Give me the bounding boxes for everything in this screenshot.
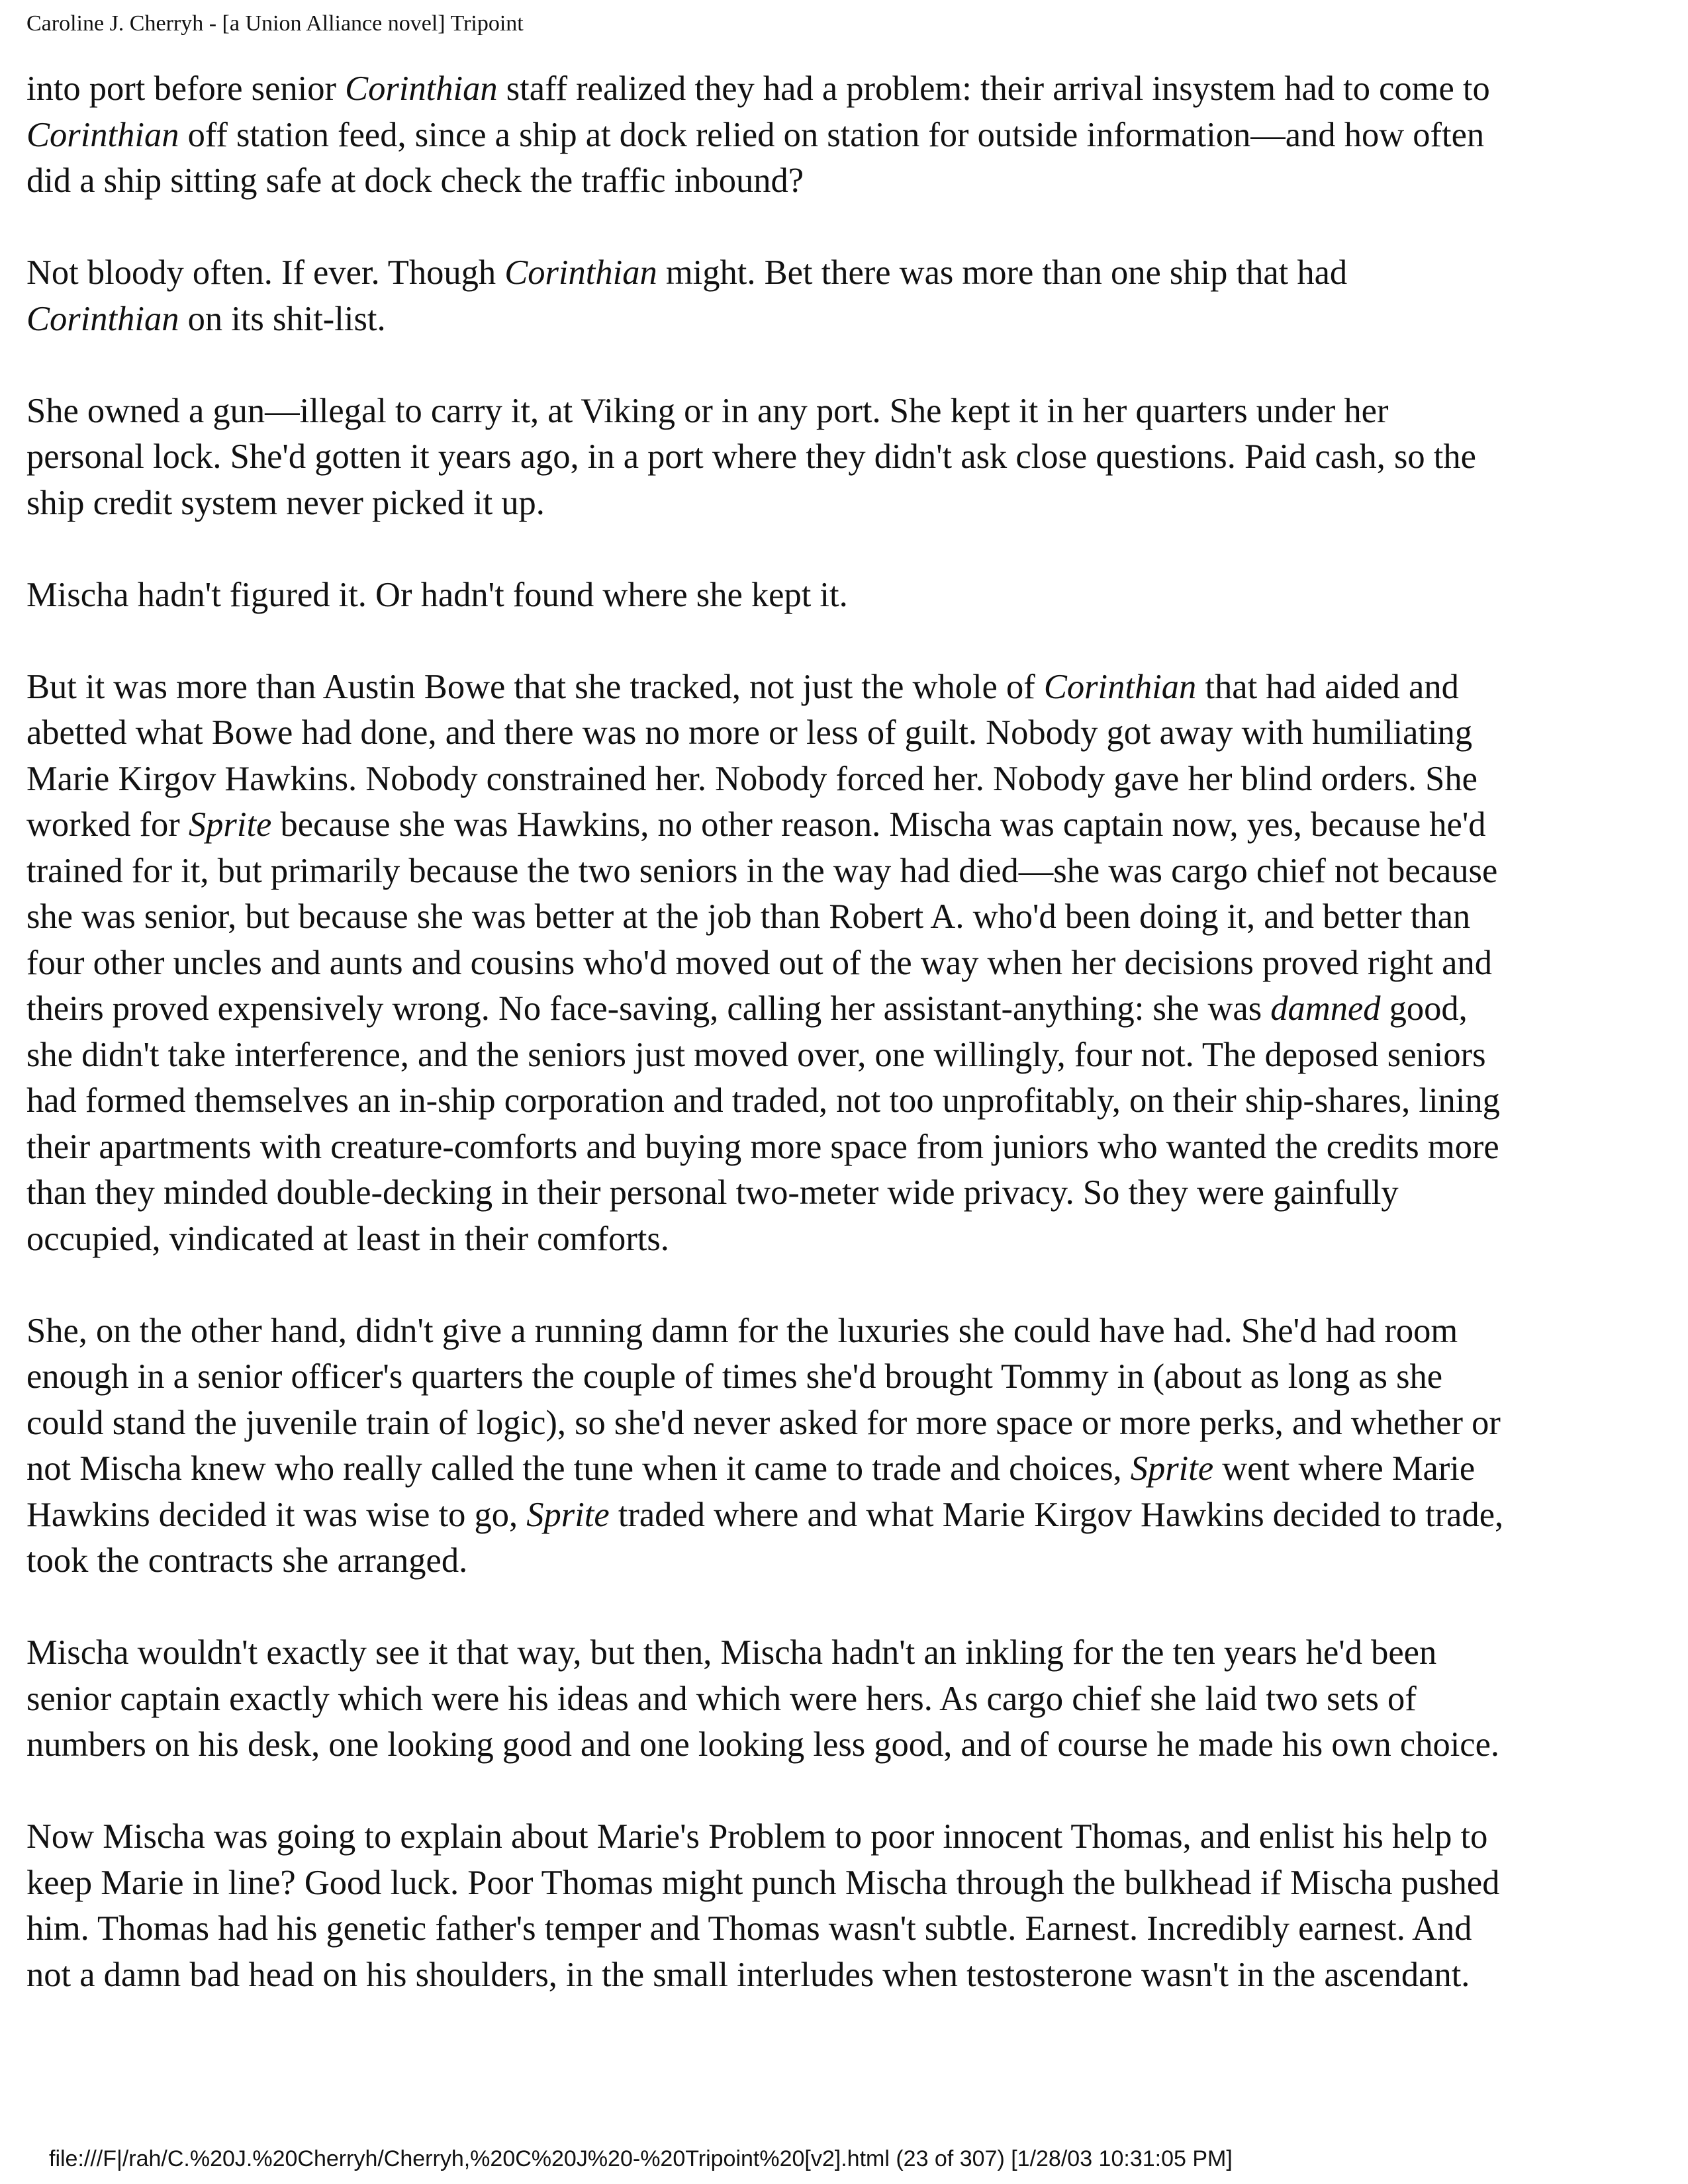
text-run: Not bloody often. If ever. Though: [26, 253, 505, 292]
text-run: Mischa hadn't figured it. Or hadn't found where she kept it.: [26, 575, 848, 614]
text-run: Now Mischa was going to explain about Marie's Problem to poor innocent Thomas, and enlist his help to: [26, 1817, 1488, 1856]
paragraph: [26, 388, 1668, 527]
text-run: occupied, vindicated at least in their comforts.: [26, 1219, 669, 1258]
text-run: personal lock. She'd gotten it years ago, in a port where they didn't ask close questions. Paid cash, so the: [26, 437, 1476, 476]
text-line: [26, 710, 1668, 756]
text-run: senior captain exactly which were his ideas and which were hers. As cargo chief she laid two sets of: [26, 1679, 1417, 1718]
text-line: [26, 1952, 1668, 1999]
text-run: not Mischa knew who really called the tune when it came to trade and choices,: [26, 1449, 1131, 1488]
text-line: [26, 434, 1668, 480]
text-line: [26, 1722, 1668, 1768]
text-line: [26, 1216, 1668, 1263]
text-run: abetted what Bowe had done, and there was no more or less of guilt. Nobody got away with humiliating: [26, 713, 1473, 752]
text-line: [26, 1400, 1668, 1447]
italic-text: Sprite: [188, 805, 272, 844]
text-run: theirs proved expensively wrong. No face-saving, calling her assistant-anything: she was: [26, 989, 1271, 1028]
text-line: [26, 802, 1668, 848]
text-run: good,: [1380, 989, 1468, 1028]
text-run: enough in a senior officer's quarters the couple of times she'd brought Tommy in (about as long as she: [26, 1357, 1443, 1396]
text-run: staff realized they had a problem: their arrival insystem had to come to: [497, 69, 1490, 108]
italic-text: Corinthian: [26, 115, 179, 154]
text-run: she was senior, but because she was better at the job than Robert A. who'd been doing it, and better than: [26, 897, 1471, 936]
text-line: [26, 1446, 1668, 1492]
text-line: [26, 1906, 1668, 1952]
italic-text: Sprite: [526, 1495, 610, 1534]
text-line: [26, 480, 1668, 527]
text-run: Mischa wouldn't exactly see it that way, but then, Mischa hadn't an inkling for the ten years he'd been: [26, 1633, 1437, 1672]
page-footer-url: file:///F|/rah/C.%20J.%20Cherryh/Cherryh,%20C%20J%20-%20Tripoint%20[v2].html (23 of 307) [1/28/03 10:31:05 PM]: [49, 2146, 1233, 2171]
text-line: [26, 250, 1668, 296]
paragraph: [26, 1814, 1668, 1998]
paragraph: [26, 66, 1668, 205]
text-run: worked for: [26, 805, 189, 844]
italic-text: Corinthian: [504, 253, 657, 292]
text-line: [26, 1078, 1668, 1124]
text-line: [26, 1170, 1668, 1216]
text-run: trained for it, but primarily because the two seniors in the way had died—she was cargo chief not because: [26, 851, 1498, 890]
text-line: [26, 1860, 1668, 1907]
document-body: [26, 66, 1668, 1998]
text-run: went where Marie: [1213, 1449, 1476, 1488]
text-run: four other uncles and aunts and cousins who'd moved out of the way when her decisions proved right and: [26, 943, 1492, 982]
text-run: numbers on his desk, one looking good and one looking less good, and of course he made his own choice.: [26, 1725, 1500, 1764]
text-run: did a ship sitting safe at dock check the traffic inbound?: [26, 161, 804, 200]
text-line: [26, 1538, 1668, 1584]
text-run: ship credit system never picked it up.: [26, 483, 545, 522]
text-run: She, on the other hand, didn't give a running damn for the luxuries she could have had. She'd had room: [26, 1311, 1458, 1350]
text-line: [26, 113, 1668, 159]
text-line: [26, 1308, 1668, 1355]
text-run: that had aided and: [1196, 667, 1459, 706]
italic-text: Corinthian: [345, 69, 498, 108]
paragraph: [26, 664, 1668, 1263]
paragraph: [26, 250, 1668, 342]
text-line: [26, 940, 1668, 987]
text-run: because she was Hawkins, no other reason. Mischa was captain now, yes, because he'd: [271, 805, 1486, 844]
text-run: But it was more than Austin Bowe that she tracked, not just the whole of: [26, 667, 1044, 706]
text-run: She owned a gun—illegal to carry it, at Viking or in any port. She kept it in her quarters under her: [26, 391, 1389, 430]
paragraph: [26, 1630, 1668, 1768]
text-line: [26, 1032, 1668, 1079]
page-header: Caroline J. Cherryh - [a Union Alliance novel] Tripoint: [26, 11, 524, 36]
text-run: him. Thomas had his genetic father's temper and Thomas wasn't subtle. Earnest. Incredibly earnest. And: [26, 1909, 1472, 1948]
text-line: [26, 296, 1668, 343]
text-run: on its shit-list.: [179, 299, 386, 338]
text-line: [26, 756, 1668, 803]
text-line: [26, 158, 1668, 205]
text-line: [26, 1630, 1668, 1676]
text-run: not a damn bad head on his shoulders, in the small interludes when testosterone wasn't in the ascendant.: [26, 1955, 1470, 1994]
text-line: [26, 572, 1668, 619]
text-run: keep Marie in line? Good luck. Poor Thomas might punch Mischa through the bulkhead if Mischa pushed: [26, 1863, 1500, 1902]
text-line: [26, 664, 1668, 711]
text-run: might. Bet there was more than one ship that had: [657, 253, 1348, 292]
text-run: took the contracts she arranged.: [26, 1541, 468, 1580]
paragraph: [26, 572, 1668, 619]
italic-text: Corinthian: [1043, 667, 1197, 706]
text-run: Hawkins decided it was wise to go,: [26, 1495, 527, 1534]
text-run: traded where and what Marie Kirgov Hawkins decided to trade,: [609, 1495, 1504, 1534]
italic-text: Sprite: [1130, 1449, 1214, 1488]
text-line: [26, 1676, 1668, 1723]
text-line: [26, 1814, 1668, 1860]
text-line: [26, 894, 1668, 940]
text-run: had formed themselves an in-ship corporation and traded, not too unprofitably, on their ship-shares, lining: [26, 1081, 1500, 1120]
text-line: [26, 1124, 1668, 1171]
text-run: than they minded double-decking in their personal two-meter wide privacy. So they were gainfully: [26, 1173, 1399, 1212]
text-run: their apartments with creature-comforts and buying more space from juniors who wanted the credits more: [26, 1127, 1499, 1166]
text-line: [26, 986, 1668, 1032]
text-line: [26, 1354, 1668, 1400]
text-run: Marie Kirgov Hawkins. Nobody constrained her. Nobody forced her. Nobody gave her blind orders. She: [26, 759, 1477, 798]
text-run: off station feed, since a ship at dock relied on station for outside information—and how often: [179, 115, 1485, 154]
paragraph: [26, 1308, 1668, 1584]
text-line: [26, 1492, 1668, 1539]
text-line: [26, 848, 1668, 895]
text-run: into port before senior: [26, 69, 346, 108]
text-run: could stand the juvenile train of logic), so she'd never asked for more space or more perks, and whether or: [26, 1403, 1501, 1442]
italic-text: damned: [1270, 989, 1381, 1028]
text-run: she didn't take interference, and the seniors just moved over, one willingly, four not. The deposed seniors: [26, 1035, 1486, 1074]
text-line: [26, 388, 1668, 435]
text-line: [26, 66, 1668, 113]
italic-text: Corinthian: [26, 299, 179, 338]
